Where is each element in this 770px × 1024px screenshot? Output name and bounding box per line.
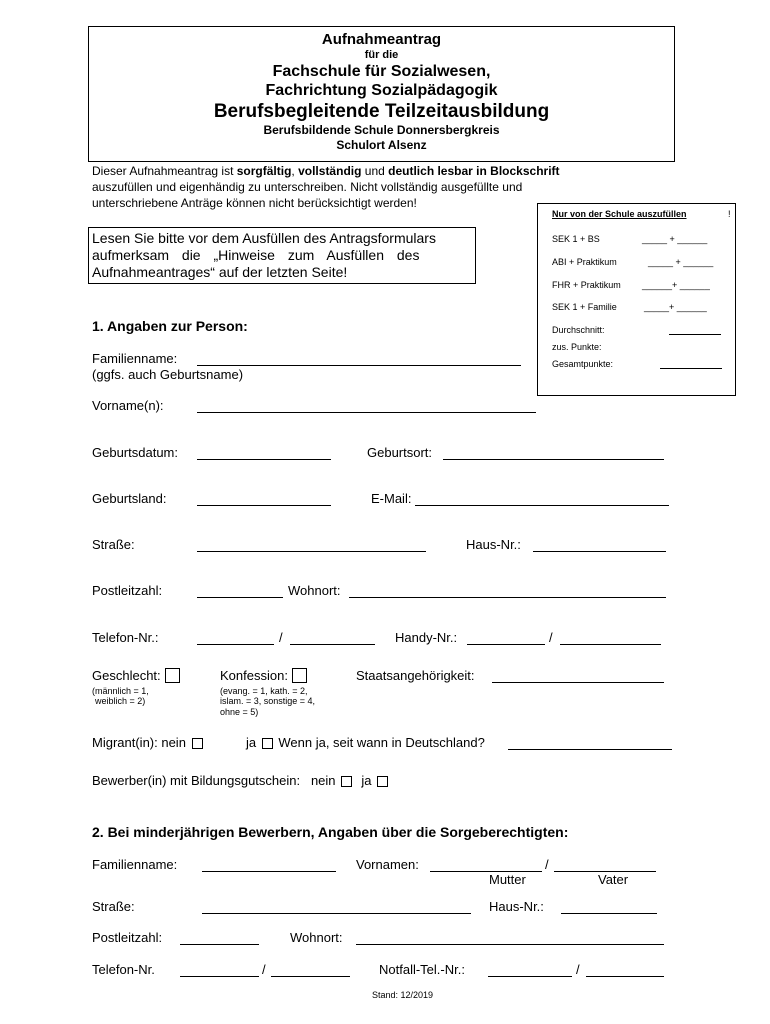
section2-heading: 2. Bei minderjährigen Bewerbern, Angaben über die Sorgeberechtigten: (92, 824, 569, 840)
email-field[interactable] (415, 505, 669, 506)
telefon-nummer-field[interactable] (290, 644, 375, 645)
school-type: Fachschule für Sozialwesen, (272, 63, 491, 81)
familienname-field[interactable] (197, 365, 521, 366)
geburtsland-label: Geburtsland: (92, 491, 167, 506)
abi-field[interactable]: _____ + ______ (648, 257, 714, 267)
vater-caption: Vater (598, 872, 629, 887)
intro-text: Dieser Aufnahmeantrag ist sorgfältig, vollständig und deutlich lesbar in Blockschrift auszufüllen und eigenhändig zu unterschreiben. Nicht vollständig ausgefüllte und unterschriebene Anträge können nicht berücksichtigt werden! (92, 164, 560, 210)
s2-hausnr-field[interactable] (561, 913, 657, 914)
telefon-label: Telefon-Nr.: (92, 630, 159, 645)
form-header (88, 26, 675, 162)
geburtsdatum-label: Geburtsdatum: (92, 445, 178, 460)
fhr-field[interactable]: ______+ ______ (642, 280, 710, 290)
migrant-nein-checkbox[interactable] (192, 738, 203, 749)
staatsangehoerigkeit-field[interactable] (492, 682, 664, 683)
migrant-ja-checkbox[interactable] (262, 738, 273, 749)
geburtsort-field[interactable] (443, 459, 664, 460)
familienname-label: Familienname: (92, 351, 178, 366)
migrant-since-field[interactable] (508, 749, 672, 750)
handy-nummer-field[interactable] (560, 644, 661, 645)
direction: Fachrichtung Sozialpädagogik (265, 82, 498, 100)
hausnr-field[interactable] (533, 551, 666, 552)
instructions-notice: Lesen Sie bitte vor dem Ausfüllen des Antragsformulars aufmerksam die „Hinweise zum Ausfüllen des Aufnahmeantrages“ auf der letzten Seite! (88, 227, 476, 284)
total-points-field[interactable] (660, 368, 722, 369)
s2-wohnort-label: Wohnort: (290, 930, 343, 945)
wohnort-label: Wohnort: (288, 583, 341, 598)
plz-field[interactable] (197, 597, 283, 598)
s2-familienname-label: Familienname: (92, 857, 178, 872)
handy-label: Handy-Nr.: (395, 630, 458, 645)
migrant-row: Migrant(in): nein (92, 735, 205, 750)
plz-label: Postleitzahl: (92, 583, 163, 598)
geschlecht-note: (männlich = 1, weiblich = 2) (92, 686, 149, 707)
notfall-label: Notfall-Tel.-Nr.: (379, 962, 465, 977)
form-for: für die (364, 49, 399, 61)
geschlecht-label: Geschlecht: (92, 668, 180, 683)
geburtsland-field[interactable] (197, 505, 331, 506)
notfall-vorwahl-field[interactable] (488, 976, 572, 977)
institution: Berufsbildende Schule Donnersbergkreis (263, 123, 500, 138)
s2-wohnort-field[interactable] (356, 944, 664, 945)
geschlecht-checkbox[interactable] (165, 668, 180, 683)
s2-familienname-field[interactable] (202, 871, 336, 872)
stand-footer: Stand: 12/2019 (372, 990, 434, 1000)
vorname-label: Vorname(n): (92, 398, 164, 413)
s2-telefon-vorwahl-field[interactable] (180, 976, 259, 977)
geburtsdatum-field[interactable] (197, 459, 331, 460)
vorname-field[interactable] (197, 412, 536, 413)
fhr-label: FHR + Praktikum (552, 280, 621, 290)
s2-plz-label: Postleitzahl: (92, 930, 163, 945)
handy-vorwahl-field[interactable] (467, 644, 545, 645)
strasse-label: Straße: (92, 537, 135, 552)
total-points-label: Gesamtpunkte: (552, 359, 614, 369)
sek1-bs-label: SEK 1 + BS (552, 234, 600, 244)
gutschein-nein-checkbox[interactable] (341, 776, 352, 787)
average-label: Durchschnitt: (552, 325, 605, 335)
form-title: Aufnahmeantrag (321, 31, 442, 48)
school-use-box: Nur von der Schule auszufüllen ! SEK 1 + BS _____ + ______ ABI + Praktikum _____ + ______ FHR + Praktikum ______+ ______ SEK 1 + Familie _____+ ______ Durchschnitt: zus. Punkte: Gesamtpunkte: (537, 203, 736, 396)
gutschein-ja-checkbox[interactable] (377, 776, 388, 787)
sek1-familie-label: SEK 1 + Familie (552, 302, 617, 312)
school-location: Schulort Alsenz (336, 137, 427, 152)
sek1-bs-field[interactable]: _____ + ______ (642, 234, 708, 244)
s2-vornamen-label: Vornamen: (356, 857, 419, 872)
school-box-title: Nur von der Schule auszufüllen (552, 209, 687, 219)
s2-plz-field[interactable] (180, 944, 259, 945)
abi-label: ABI + Praktikum (552, 257, 617, 267)
s2-telefon-nummer-field[interactable] (271, 976, 350, 977)
bildungsgutschein-row: Bewerber(in) mit Bildungsgutschein: nein ja (92, 773, 390, 788)
s2-strasse-label: Straße: (92, 899, 135, 914)
mutter-caption: Mutter (489, 872, 526, 887)
email-label: E-Mail: (371, 491, 412, 506)
notfall-nummer-field[interactable] (586, 976, 664, 977)
s2-hausnr-label: Haus-Nr.: (489, 899, 544, 914)
s2-telefon-label: Telefon-Nr. (92, 962, 155, 977)
konfession-label: Konfession: (220, 668, 307, 683)
sek1-familie-field[interactable]: _____+ ______ (644, 302, 707, 312)
extra-points-label: zus. Punkte: (552, 342, 602, 352)
average-field[interactable] (669, 334, 721, 335)
hausnr-label: Haus-Nr.: (466, 537, 521, 552)
s2-strasse-field[interactable] (202, 913, 471, 914)
staatsangehoerigkeit-label: Staatsangehörigkeit: (356, 668, 475, 683)
telefon-vorwahl-field[interactable] (197, 644, 274, 645)
section1-heading: 1. Angaben zur Person: (92, 318, 248, 334)
konfession-note: (evang. = 1, kath. = 2, islam. = 3, sonstige = 4, ohne = 5) (220, 686, 316, 717)
migrant-since-label: Wenn ja, seit wann in Deutschland? (278, 735, 485, 750)
strasse-field[interactable] (197, 551, 426, 552)
program-title: Berufsbegleitende Teilzeitausbildung (213, 100, 550, 122)
geburtsort-label: Geburtsort: (367, 445, 433, 460)
konfession-checkbox[interactable] (292, 668, 307, 683)
geburtsname-note: (ggfs. auch Geburtsname) (92, 367, 244, 382)
wohnort-field[interactable] (349, 597, 666, 598)
